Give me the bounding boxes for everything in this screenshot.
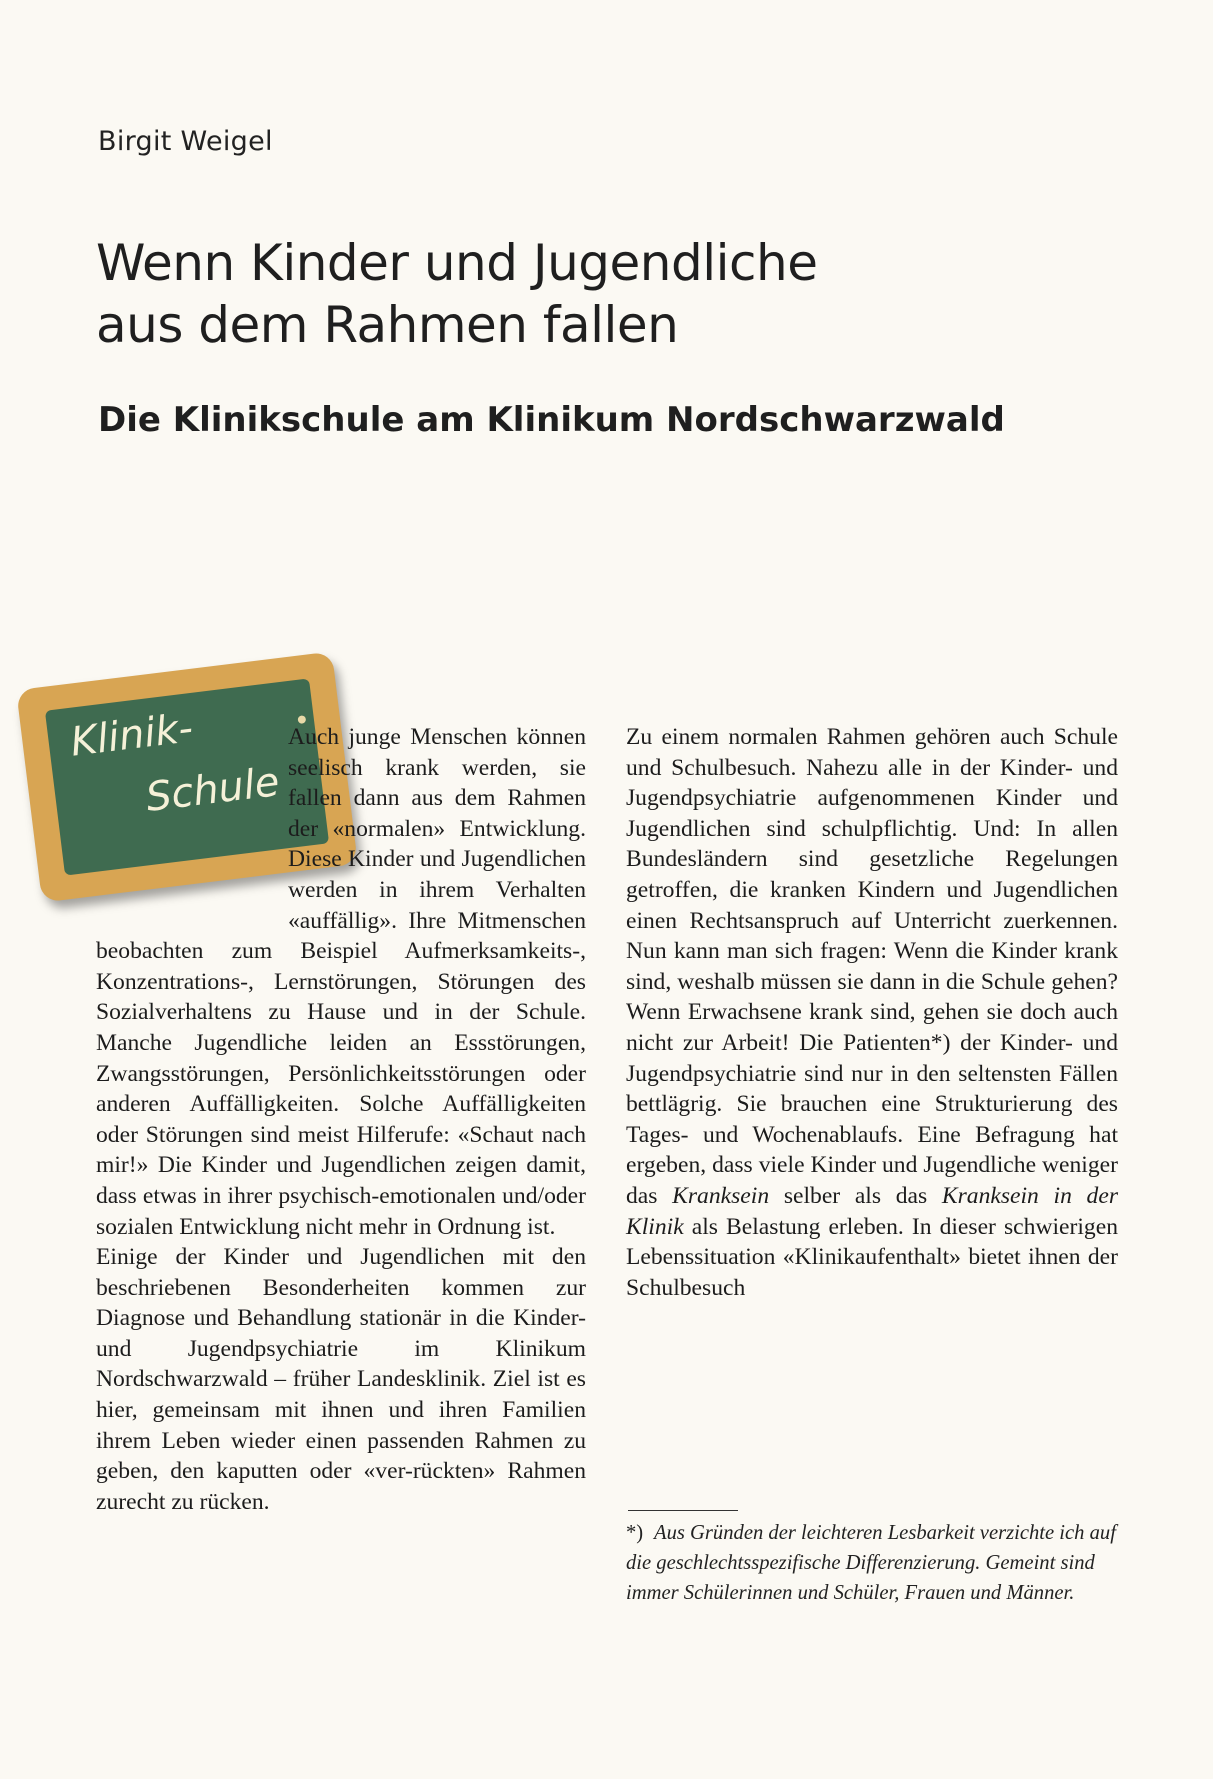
body-column-right <box>626 722 1118 1303</box>
footnote-divider <box>628 1510 738 1511</box>
body-column-left <box>96 722 586 1517</box>
slate-text-wrap-space <box>26 660 288 910</box>
text-run: selber als das <box>769 1182 942 1209</box>
emphasis: Kranksein <box>672 1182 770 1209</box>
paragraph: Auch junge Menschen können seelisch krank werden, sie fallen dann aus dem Rahmen der «normalen» Entwicklung. Diese Kinder und Jugendlichen werden in ihrem Verhalten «auffällig». Ihre Mitmenschen beobachten zum Beispiel Aufmerksamkeits-, Konzentrations-, Lernstörungen, Störungen des Sozialverhaltens zu Hause und in der Schule. Manche Jugendliche leiden an Essstörungen, Zwangsstörungen, Persönlichkeitsstörungen oder anderen Auffälligkeiten. Solche Auffälligkeiten oder Störungen sind meist Hilferufe: «Schaut nach mir!» Die Kinder und Jugendlichen zeigen damit, dass etwas in ihrer psychisch-emotionalen und/oder sozialen Entwicklung nicht mehr in Ordnung ist. <box>96 724 586 1240</box>
emphasis: Kranksein in der Klinik <box>626 1182 1119 1240</box>
text-run: als Belastung erleben. In dieser schwierigen Lebenssituation «Klinikaufenthalt» bietet ihnen der Schulbesuch <box>626 1213 1118 1301</box>
author-name: Birgit Weigel <box>98 126 273 157</box>
footnote-text: Aus Gründen der leichteren Lesbarkeit verzichte ich auf die geschlechtsspezifische Differenzierung. Gemeint sind immer Schülerinnen und Schüler, Frauen und Männer. <box>626 1522 1116 1604</box>
paragraph: Einige der Kinder und Jugendlichen mit den beschriebenen Besonderheiten kommen zur Diagnose und Behandlung stationär in die Kinder- und Jugendpsychiatrie im Klinikum Nordschwarzwald – früher Landesklinik. Ziel ist es hier, gemeinsam mit ihnen und ihren Familien ihrem Leben wieder einen passenden Rahmen zu geben, den kaputten oder «ver-rückten» Rahmen zurecht zu rücken. <box>96 1244 586 1515</box>
text-run: Zu einem normalen Rahmen gehören auch Schule und Schulbesuch. Nahezu alle in der Kinder- und Jugendpsychiatrie aufgenommenen Kinder und Jugendlichen sind schulpflichtig. Und: In allen Bundesländern sind gesetzliche Regelungen getroffen, die kranken Kindern und Jugendlichen einen Rechtsanspruch auf Unterricht zuerkennen. Nun kann man sich fragen: Wenn die Kinder krank sind, weshalb müssen sie dann in die Schule gehen? Wenn Erwachsene krank sind, gehen sie doch auch nicht zur Arbeit! Die Patienten*) der Kinder- und Jugendpsychiatrie sind nur in den seltensten Fällen bettlägrig. Sie brauchen eine Strukturierung des Tages- und Wochenablaufs. Eine Befragung hat ergeben, dass viele Kinder und Jugendliche weniger das <box>626 724 1118 1209</box>
paragraph <box>626 722 1118 1303</box>
slate-chalk-line-1: Klinik- <box>68 705 196 766</box>
footnote <box>626 1518 1118 1608</box>
article-title <box>96 232 1096 356</box>
footnote-marker: *) <box>626 1522 644 1544</box>
slate-chalk-line-2: Schule <box>143 758 282 821</box>
article-subtitle: Die Klinikschule am Klinikum Nordschwarzwald <box>98 400 1005 440</box>
title-line-2: aus dem Rahmen fallen <box>96 296 679 354</box>
title-line-1: Wenn Kinder und Jugendliche <box>96 234 818 292</box>
